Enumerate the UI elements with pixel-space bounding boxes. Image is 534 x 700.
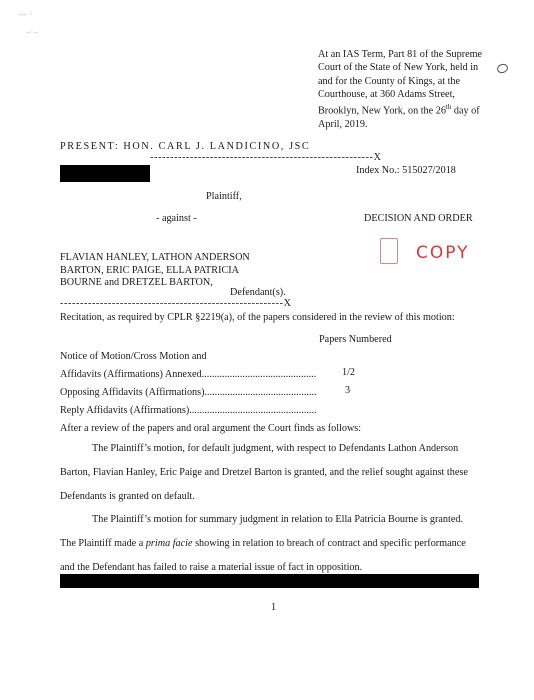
papers-row-3-number: 3 (345, 385, 351, 396)
court-term-date: day of April, 2019. (318, 105, 480, 130)
papers-numbered-header: Papers Numbered (319, 334, 392, 345)
redacted-text-bar (60, 574, 479, 588)
defendants-line-3: BOURNE and DRETZEL BARTON, (60, 277, 213, 288)
after-review-text: After a review of the papers and oral argument the Court finds as follows: (60, 423, 362, 434)
recitation-text: Recitation, as required by CPLR §2219(a), of the papers considered in the review of this motion: (60, 312, 455, 323)
caption-divider-top: --------------------------------------------------------X (150, 152, 382, 163)
page-number: 1 (271, 602, 277, 613)
decision-title: DECISION AND ORDER (364, 213, 473, 224)
defendants-line-1: FLAVIAN HANLEY, LATHON ANDERSON (60, 252, 250, 263)
present-line: PRESENT: HON. CARL J. LANDICINO, JSC (60, 141, 311, 152)
scan-speck: –·– (26, 28, 38, 38)
prima-facie-term: prima facie (145, 538, 193, 549)
against-label: - against - (156, 213, 197, 224)
copy-stamp-box (380, 238, 398, 264)
papers-row-2-label: Affidavits (Affirmations) Annexed............................................. (60, 369, 317, 380)
paragraph-summary-judgment (60, 508, 480, 580)
court-term-header (318, 48, 490, 131)
papers-row-4-label: Reply Affidavits (Affirmations).................................................. (60, 405, 317, 416)
paragraph-summary-judgment-part-2: showing in relation to breach of contract and specific performance and the Defendant has failed to raise a material issue of fact in opposition. (60, 538, 466, 573)
copy-stamp: COPY (416, 243, 470, 263)
paragraph-default-judgment: The Plaintiff’s motion, for default judgment, with respect to Defendants Lathon Anderson Barton, Flavian Hanley, Eric Paige and Dretzel Barton is granted, and the relief sought against these Defendants is granted on default. (60, 443, 468, 502)
plaintiff-label: Plaintiff, (206, 191, 242, 202)
day-suffix: th (445, 103, 452, 112)
court-term-text: At an IAS Term, Part 81 of the Supreme Court of the State of New York, held in and for the County of Kings, at the Courthouse, at 360 Adams Street, Brooklyn, New York, on the 26 (318, 49, 483, 117)
caption-divider-bottom: --------------------------------------------------------X (60, 298, 292, 309)
scan-speck: — · (18, 10, 33, 20)
papers-row-1-label: Notice of Motion/Cross Motion and (60, 351, 207, 362)
defendants-line-2: BARTON, ERIC PAIGE, ELLA PATRICIA (60, 265, 240, 276)
defendants-label: Defendant(s). (230, 287, 286, 298)
paragraph-summary-judgment-part-1: The Plaintiff’s motion for summary judgment in relation to Ella Patricia Bourne is granted. The Plaintiff made a (60, 514, 464, 549)
papers-row-2-number: 1/2 (342, 367, 356, 378)
margin-mark (496, 62, 509, 74)
redacted-plaintiff-name (60, 165, 150, 182)
papers-row-3-label: Opposing Affidavits (Affirmations)............................................ (60, 387, 317, 398)
index-number: Index No.: 515027/2018 (356, 165, 456, 176)
